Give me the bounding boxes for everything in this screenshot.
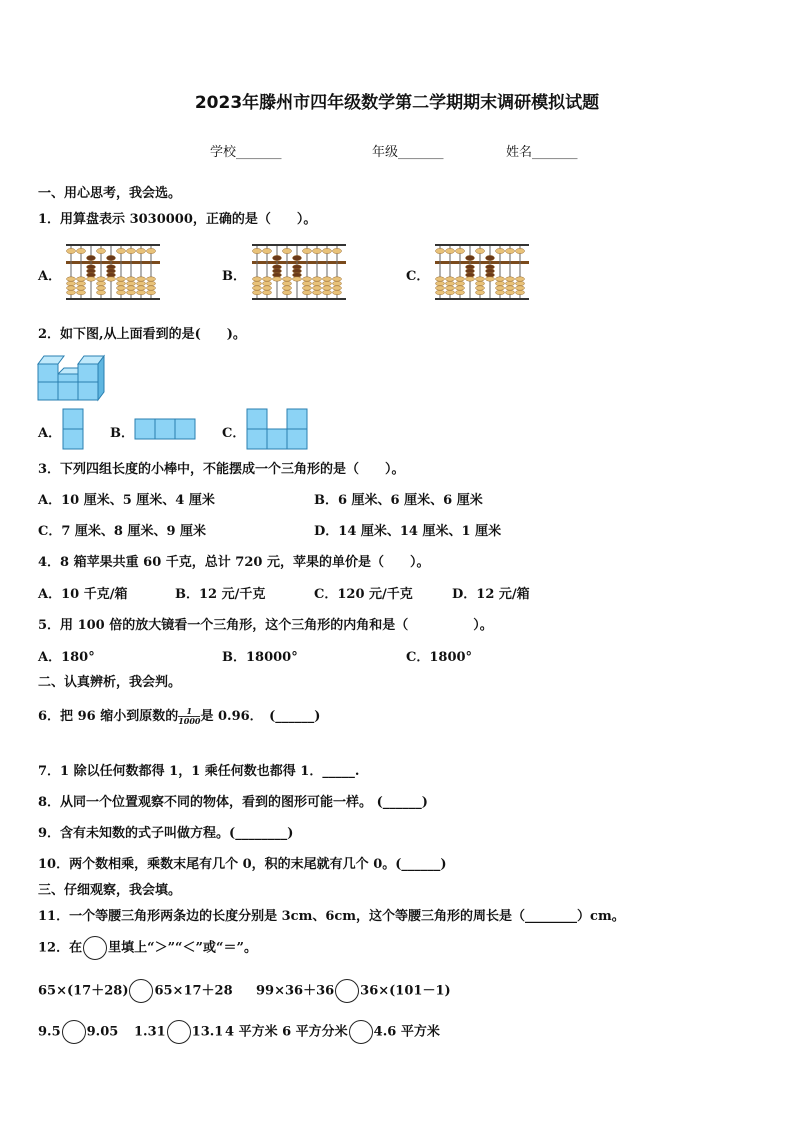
expr-right: 9.05 <box>86 1024 119 1040</box>
compare-item-5 <box>225 1020 440 1044</box>
q5-option-c: C．1800° <box>406 650 473 665</box>
q1-option-a-label: A． <box>38 269 62 284</box>
cube-stack-figure <box>36 352 108 402</box>
expr-right: 65×17＋28 <box>154 983 233 999</box>
school-field: 学校_______ <box>210 145 282 160</box>
q6-text-before: 6．把 96 缩小到原数的 <box>38 709 179 724</box>
q2-option-a-label: A． <box>38 426 62 441</box>
q5-option-b: B．18000° <box>222 650 298 665</box>
abacus-option-a <box>64 243 162 301</box>
fraction-one-thousandth: $\frac{1}{1000}$ <box>178 706 201 726</box>
q3-option-a: A．10 厘米、5 厘米、4 厘米 <box>38 493 215 508</box>
question-1: 1．用算盘表示 3030000，正确的是（ ）。 <box>38 212 317 227</box>
question-10: 10．两个数相乘，乘数末尾有几个 0，积的末尾就有几个 0。(______) <box>38 857 447 872</box>
expr-right: 4.6 平方米 <box>373 1024 440 1040</box>
q1-option-b-label: B． <box>222 269 246 284</box>
question-8: 8．从同一个位置观察不同的物体，看到的图形可能一样。 (______) <box>38 795 428 810</box>
q6-text-after: 是 0.96． (______) <box>200 709 321 724</box>
q4-option-a: A．10 千克/箱 <box>38 587 128 602</box>
q3-option-d: D．14 厘米、14 厘米、1 厘米 <box>314 524 502 539</box>
expr-left: 1.31 <box>134 1024 166 1040</box>
section-1-heading: 一、用心思考，我会选。 <box>38 186 182 201</box>
question-7: 7．1 除以任何数都得 1，1 乘任何数也都得 1．_____. <box>38 764 360 779</box>
compare-item-2 <box>256 979 451 1003</box>
q2-option-b-figure <box>134 418 196 440</box>
q4-option-c: C．120 元/千克 <box>314 587 413 602</box>
page-title: 2023年滕州市四年级数学第二学期期末调研模拟试题 <box>194 93 600 113</box>
section-3-heading: 三、仔细观察，我会填。 <box>38 883 182 898</box>
section-2-heading: 二、认真辨析，我会判。 <box>38 675 182 690</box>
compare-item-1 <box>38 979 233 1003</box>
question-11: 11．一个等腰三角形两条边的长度分别是 3cm、6cm，这个等腰三角形的周长是（________）cm。 <box>38 909 625 924</box>
question-4: 4．8 箱苹果共重 60 千克，总计 720 元，苹果的单价是（ ）。 <box>38 555 430 570</box>
expr-right: 13.1 <box>191 1024 224 1040</box>
question-6 <box>38 705 320 726</box>
expr-left: 4 平方米 6 平方分米 <box>225 1024 348 1040</box>
answer-circle[interactable] <box>335 979 359 1003</box>
expr-left: 65×(17＋28) <box>38 983 129 999</box>
q3-option-b: B．6 厘米、6 厘米、6 厘米 <box>314 493 483 508</box>
q2-option-b-label: B． <box>110 426 134 441</box>
grade-field: 年级_______ <box>372 145 444 160</box>
question-9: 9．含有未知数的式子叫做方程。(________) <box>38 826 294 841</box>
q2-option-c-label: C． <box>222 426 246 441</box>
compare-item-4 <box>134 1020 223 1044</box>
answer-circle[interactable] <box>83 936 107 960</box>
q2-option-c-figure <box>246 408 308 450</box>
q1-option-c-label: C． <box>406 269 430 284</box>
abacus-option-c <box>433 243 531 301</box>
name-field: 姓名_______ <box>506 145 578 160</box>
expr-right: 36×(101－1) <box>360 983 451 999</box>
abacus-option-b <box>250 243 348 301</box>
q3-option-c: C．7 厘米、8 厘米、9 厘米 <box>38 524 207 539</box>
compare-item-3 <box>38 1020 118 1044</box>
expr-left: 9.5 <box>38 1024 61 1040</box>
q12-text-before: 12．在 <box>38 940 83 956</box>
answer-circle[interactable] <box>167 1020 191 1044</box>
question-5: 5．用 100 倍的放大镜看一个三角形，这个三角形的内角和是（ ）。 <box>38 618 493 633</box>
answer-circle[interactable] <box>129 979 153 1003</box>
q2-option-a-figure <box>62 408 84 450</box>
question-12 <box>38 936 257 960</box>
q4-option-d: D．12 元/箱 <box>452 587 530 602</box>
question-3: 3．下列四组长度的小棒中，不能摆成一个三角形的是（ ）。 <box>38 462 405 477</box>
answer-circle[interactable] <box>349 1020 373 1044</box>
q5-option-a: A．180° <box>38 650 95 665</box>
question-2: 2．如下图,从上面看到的是( )。 <box>38 327 246 342</box>
expr-left: 99×36＋36 <box>256 983 335 999</box>
q4-option-b: B．12 元/千克 <box>175 587 266 602</box>
answer-circle[interactable] <box>62 1020 86 1044</box>
q12-text-after: 里填上“＞”“＜”或“＝”。 <box>108 940 257 956</box>
